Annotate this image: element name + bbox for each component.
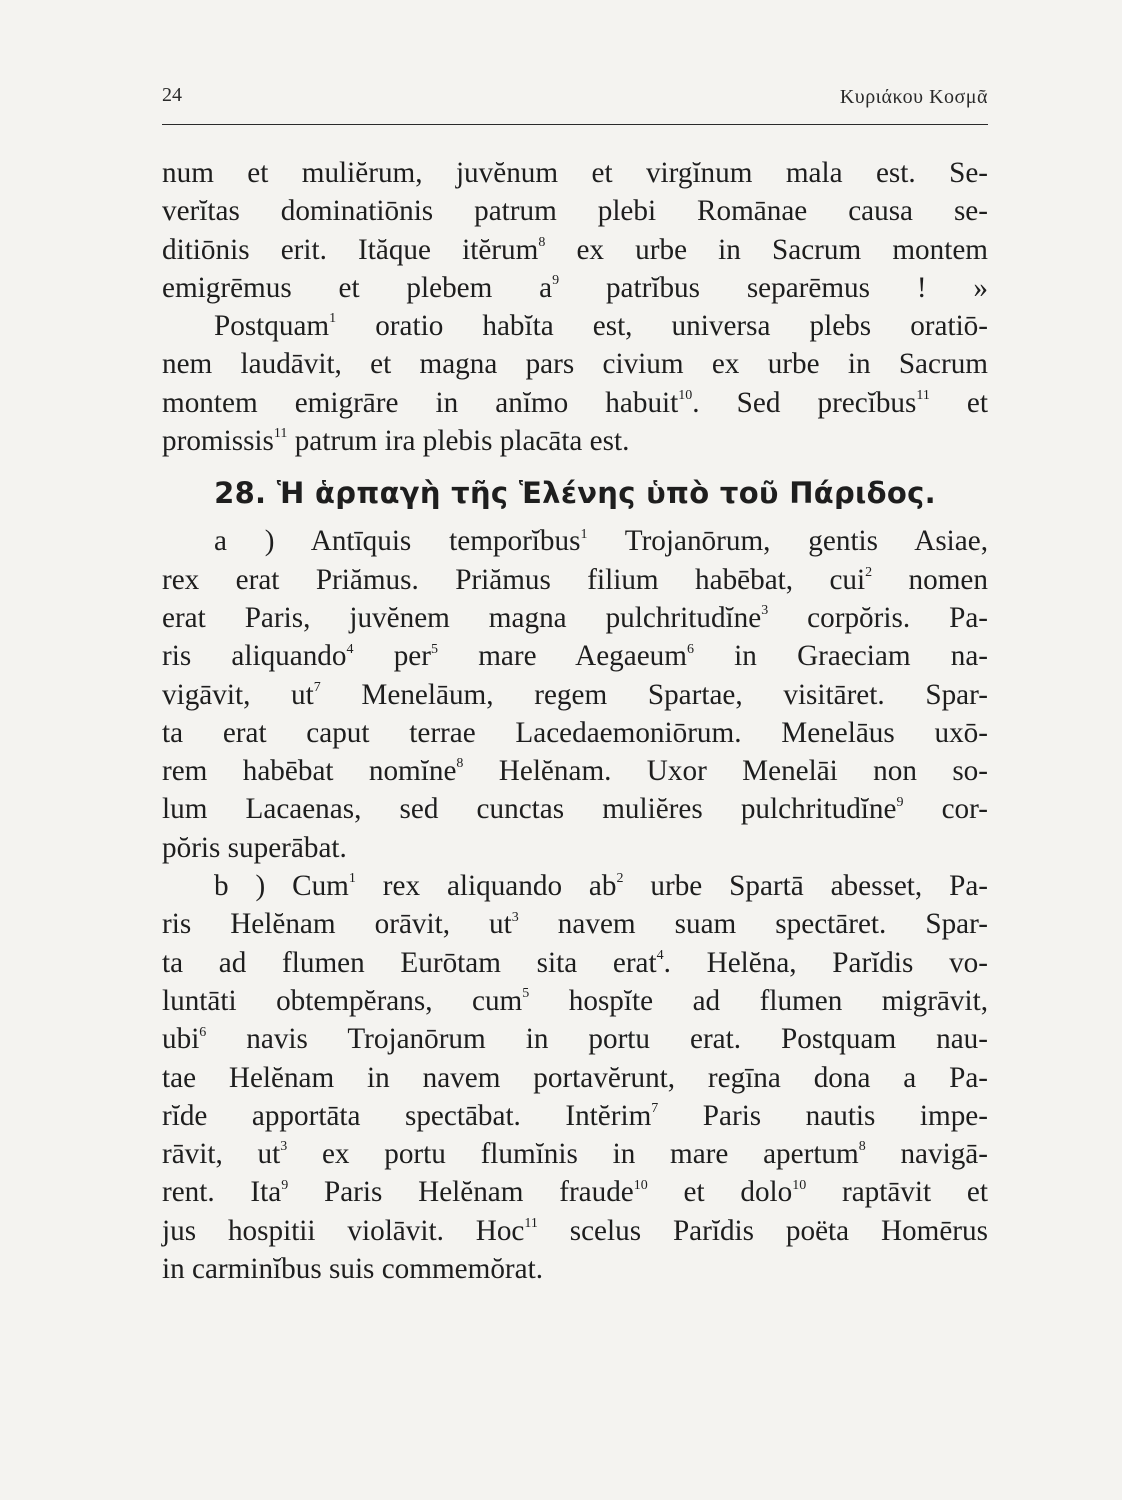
paragraph-continued [162,154,988,307]
text-line: b ) Cum$^1$ rex aliquando $ab^2$ urbe Spartā abesset, Pa- [214,870,988,903]
paragraph-postquam [162,307,988,460]
text-line: jus hospitii violāvit. Hoc$^{11}$ scelus Parĭdis poëta Homērus [162,1214,988,1247]
text-line: tae Helĕnam in navem portavĕrunt, regīna dona a Pa- [162,1061,988,1094]
text-line: rem habēbat nomĭne$^8$ Helĕnam. Uxor Menelāi non so- [162,755,988,788]
text-line: ris aliquando$^4$ per$^5$ mare Aegaeum$^6$ in Graeciam na- [162,640,988,673]
text-line: nem laudāvit, et magna pars civium ex urbe in Sacrum [162,348,988,381]
text-line: lum Lacaenas, sed cunctas muliĕres pulchritudĭne$^9$ cor- [162,793,988,826]
page-body [162,154,988,1288]
text-line: rex erat Priămus. Priămus filium habēbat, cui$^2$ nomen [162,563,988,596]
text-line: promissis$^{11}$ patrum ira plebis placāta est. [162,425,630,458]
running-header [162,76,988,125]
paragraph-b [162,867,988,1288]
text-line: Postquam$^1$ oratio habĭta est, universa plebs oratiō- [214,310,988,343]
text-line: rāvit, $ut^3$ ex portu flumĭnis in mare apertum$^8$ navigā- [162,1138,988,1171]
text-line: montem emigrāre in anĭmo habuit$^{10}$. Sed precĭbus$^{11}$ et [162,386,988,419]
page-number: 24 [162,84,182,106]
text-line: pŏris superābat. [162,831,347,864]
paragraph-a [162,522,988,867]
text-line: verĭtas dominatiōnis patrum plebi Romānae causa se- [162,195,988,228]
text-line: ta erat caput terrae Lacedaemoniōrum. Menelāus uxō- [162,716,988,749]
text-line: ris Helĕnam orāvit, $ut^3$ navem suam spectāret. Spar- [162,908,988,941]
text-line: rent. Ita$^9$ Paris Helĕnam fraude$^{10}$ et dolo$^{10}$ raptāvit et [162,1176,988,1209]
text-line: emigrēmus et plebem $a^9$ patrĭbus separēmus ! » [162,271,988,304]
text-line: num et muliĕrum, juvĕnum et virgĭnum mala est. Se- [162,157,988,189]
text-line: luntāti obtempĕrans, cum$^5$ hospĭte ad flumen migrāvit, [162,984,988,1017]
text-line: in carminĭbus suis commemŏrat. [162,1253,543,1286]
text-line: vigāvit, $ut^7$ Menelāum, regem Spartae, visitāret. Spar- [162,678,988,711]
text-line: erat Paris, juvĕnem magna pulchritudĭne$^3$ corpŏris. Pa- [162,601,988,634]
running-head-author: Κυριάκου Κοσμᾶ [839,86,988,108]
text-line: ubi$^6$ navis Trojanōrum in portu erat. Postquam nau- [162,1023,988,1056]
text-line: rĭde apportāta spectābat. Intĕrim$^7$ Paris nautis impe- [162,1099,988,1132]
text-line: ditiōnis erit. Ităque itĕrum$^8$ ex urbe in Sacrum montem [162,233,988,266]
text-line: a ) Antīquis temporĭbus$^1$ Trojanōrum, gentis Asiae, [214,525,988,558]
text-line: ta ad flumen Eurōtam sita erat$^4$. Helĕna, Parĭdis vo- [162,946,988,979]
section-heading: 28. Ἡ ἁρπαγὴ τῆς Ἑλένης ὑπὸ τοῦ Πάριδος. [214,476,936,511]
